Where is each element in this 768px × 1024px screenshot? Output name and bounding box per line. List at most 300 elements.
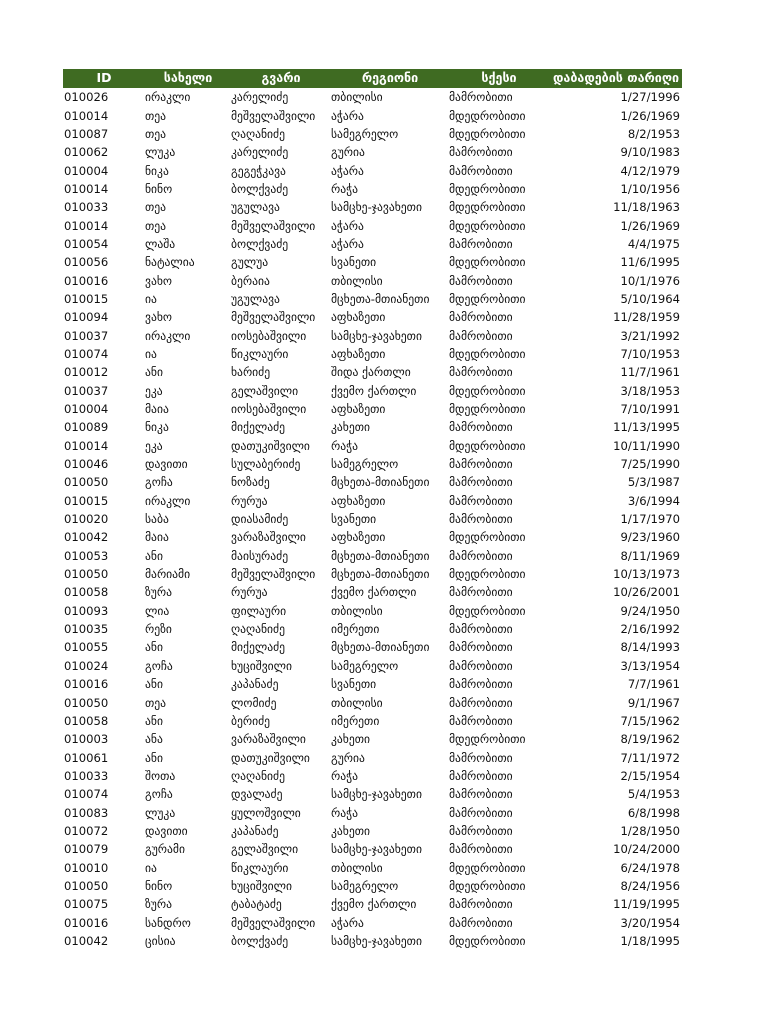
cell-birth-date[interactable]: 1/26/1969	[620, 218, 680, 233]
cell-first-name[interactable]: ანი	[145, 713, 163, 728]
cell-id[interactable]: 010033	[64, 200, 109, 215]
cell-birth-date[interactable]: 7/10/1953	[620, 346, 680, 361]
cell-first-name[interactable]: ლუკა	[145, 145, 176, 160]
cell-sex[interactable]: მდედრობითი	[449, 291, 526, 306]
cell-first-name[interactable]: ლუკა	[145, 805, 176, 820]
cell-id[interactable]: 010004	[64, 402, 109, 417]
cell-birth-date[interactable]: 11/18/1963	[613, 200, 680, 215]
cell-id[interactable]: 010014	[64, 108, 109, 123]
cell-birth-date[interactable]: 1/10/1956	[620, 181, 680, 196]
cell-sex[interactable]: მდედრობითი	[449, 732, 526, 747]
cell-first-name[interactable]: ცისია	[145, 933, 176, 948]
cell-sex[interactable]: მდედრობითი	[449, 126, 526, 141]
cell-sex[interactable]: მდედრობითი	[449, 108, 526, 123]
cell-first-name[interactable]: ნიკა	[145, 163, 169, 178]
cell-sex[interactable]: მამრობითი	[449, 695, 513, 710]
cell-last-name[interactable]: ბოლქვაძე	[231, 236, 289, 251]
cell-region[interactable]: აფხაზეთი	[331, 530, 386, 545]
cell-sex[interactable]: მამრობითი	[449, 236, 513, 251]
cell-region[interactable]: იმერეთი	[331, 622, 380, 637]
cell-last-name[interactable]: ვარაზაშვილი	[231, 732, 306, 747]
cell-last-name[interactable]: დვალაძე	[231, 787, 283, 802]
cell-region[interactable]: აფხაზეთი	[331, 310, 386, 325]
cell-id[interactable]: 010037	[64, 328, 109, 343]
cell-id[interactable]: 010079	[64, 842, 109, 857]
table-row	[63, 620, 682, 638]
cell-last-name[interactable]: დათუკიშვილი	[231, 750, 310, 765]
cell-id[interactable]: 010015	[64, 493, 109, 508]
cell-sex[interactable]: მდედრობითი	[449, 383, 526, 398]
cell-sex[interactable]: მდედრობითი	[449, 878, 526, 893]
cell-birth-date[interactable]: 3/13/1954	[620, 658, 680, 673]
cell-birth-date[interactable]: 10/13/1973	[613, 567, 680, 582]
cell-last-name[interactable]: იოსებაშვილი	[231, 328, 307, 343]
cell-id[interactable]: 010056	[64, 255, 109, 270]
cell-region[interactable]: რაჭა	[331, 805, 359, 820]
cell-id[interactable]: 010042	[64, 530, 109, 545]
cell-sex[interactable]: მამრობითი	[449, 658, 513, 673]
cell-id[interactable]: 010050	[64, 567, 109, 582]
cell-first-name[interactable]: მარიამი	[145, 567, 191, 582]
cell-region[interactable]: სამცხე-ჯავახეთი	[331, 842, 422, 857]
cell-id[interactable]: 010015	[64, 291, 109, 306]
cell-birth-date[interactable]: 7/7/1961	[627, 677, 680, 692]
cell-sex[interactable]: მამრობითი	[449, 842, 513, 857]
cell-last-name[interactable]: ბერიძე	[231, 713, 271, 728]
cell-sex[interactable]: მამრობითი	[449, 713, 513, 728]
cell-sex[interactable]: მდედრობითი	[449, 346, 526, 361]
cell-region[interactable]: სამცხე-ჯავახეთი	[331, 328, 422, 343]
cell-region[interactable]: სვანეთი	[331, 677, 377, 692]
cell-region[interactable]: თბილისი	[331, 860, 383, 875]
cell-first-name[interactable]: ირაკლი	[145, 328, 191, 343]
cell-first-name[interactable]: საბა	[145, 512, 169, 527]
cell-sex[interactable]: მამრობითი	[449, 493, 513, 508]
cell-id[interactable]: 010046	[64, 457, 109, 472]
cell-first-name[interactable]: ვახო	[145, 310, 173, 325]
cell-last-name[interactable]: ფილაური	[231, 603, 287, 618]
cell-id[interactable]: 010050	[64, 878, 109, 893]
cell-first-name[interactable]: ლია	[145, 603, 170, 618]
table-row	[63, 125, 682, 143]
cell-birth-date[interactable]: 3/20/1954	[620, 915, 680, 930]
cell-last-name[interactable]: მეშველაშვილი	[231, 915, 316, 930]
cell-region[interactable]: აფხაზეთი	[331, 346, 386, 361]
cell-id[interactable]: 010061	[64, 750, 109, 765]
table-row	[63, 583, 682, 601]
cell-last-name[interactable]: ხუციშვილი	[231, 878, 293, 893]
cell-birth-date[interactable]: 9/10/1983	[620, 145, 680, 160]
cell-birth-date[interactable]: 8/19/1962	[620, 732, 680, 747]
cell-last-name[interactable]: ვარაზაშვილი	[231, 530, 306, 545]
cell-id[interactable]: 010055	[64, 640, 109, 655]
cell-id[interactable]: 010014	[64, 438, 109, 453]
cell-birth-date[interactable]: 1/27/1996	[620, 90, 680, 105]
cell-id[interactable]: 010053	[64, 548, 109, 563]
cell-last-name[interactable]: კაპანაძე	[231, 677, 279, 692]
cell-last-name[interactable]: უგულავა	[231, 291, 280, 306]
cell-region[interactable]: რაჭა	[331, 768, 359, 783]
table-row	[63, 382, 682, 400]
cell-region[interactable]: მცხეთა-მთიანეთი	[331, 548, 430, 563]
cell-id[interactable]: 010016	[64, 273, 109, 288]
cell-first-name[interactable]: ვახო	[145, 273, 173, 288]
cell-last-name[interactable]: მეშველაშვილი	[231, 218, 316, 233]
header-id[interactable]: ID	[63, 69, 145, 88]
cell-sex[interactable]: მდედრობითი	[449, 200, 526, 215]
cell-last-name[interactable]: გეგეჭკავა	[231, 163, 286, 178]
cell-id[interactable]: 010035	[64, 622, 109, 637]
cell-last-name[interactable]: ღაღანიძე	[231, 768, 286, 783]
cell-id[interactable]: 010072	[64, 823, 109, 838]
cell-first-name[interactable]: ირაკლი	[145, 493, 191, 508]
cell-birth-date[interactable]: 11/6/1995	[620, 255, 680, 270]
cell-id[interactable]: 010010	[64, 860, 109, 875]
cell-last-name[interactable]: წიკლაური	[231, 860, 289, 875]
cell-region[interactable]: გურია	[331, 145, 365, 160]
cell-region[interactable]: იმერეთი	[331, 713, 380, 728]
cell-birth-date[interactable]: 11/19/1995	[613, 897, 680, 912]
cell-birth-date[interactable]: 8/24/1956	[620, 878, 680, 893]
cell-birth-date[interactable]: 9/23/1960	[620, 530, 680, 545]
cell-first-name[interactable]: ლაშა	[145, 236, 176, 251]
cell-sex[interactable]: მამრობითი	[449, 548, 513, 563]
cell-first-name[interactable]: ნინო	[145, 878, 173, 893]
cell-region[interactable]: თბილისი	[331, 603, 383, 618]
cell-id[interactable]: 010020	[64, 512, 109, 527]
cell-birth-date[interactable]: 11/28/1959	[613, 310, 680, 325]
cell-last-name[interactable]: კაპანაძე	[231, 823, 279, 838]
cell-region[interactable]: სვანეთი	[331, 512, 377, 527]
cell-first-name[interactable]: ეკა	[145, 438, 163, 453]
cell-region[interactable]: თბილისი	[331, 90, 383, 105]
cell-first-name[interactable]: ანი	[145, 677, 163, 692]
cell-last-name[interactable]: კარელიძე	[231, 145, 289, 160]
cell-sex[interactable]: მამრობითი	[449, 915, 513, 930]
cell-region[interactable]: ქვემო ქართლი	[331, 383, 417, 398]
cell-first-name[interactable]: ია	[145, 346, 157, 361]
cell-sex[interactable]: მამრობითი	[449, 585, 513, 600]
cell-last-name[interactable]: მეშველაშვილი	[231, 108, 316, 123]
cell-birth-date[interactable]: 6/8/1998	[627, 805, 680, 820]
cell-region[interactable]: მცხეთა-მთიანეთი	[331, 567, 430, 582]
cell-first-name[interactable]: ანი	[145, 750, 163, 765]
cell-birth-date[interactable]: 5/3/1987	[627, 475, 680, 490]
cell-birth-date[interactable]: 1/28/1950	[620, 823, 680, 838]
cell-first-name[interactable]: ანი	[145, 365, 163, 380]
spreadsheet	[63, 69, 682, 950]
cell-region[interactable]: ქვემო ქართლი	[331, 585, 417, 600]
cell-id[interactable]: 010024	[64, 658, 109, 673]
cell-last-name[interactable]: ხარიძე	[231, 365, 271, 380]
cell-id[interactable]: 010058	[64, 713, 109, 728]
cell-birth-date[interactable]: 1/17/1970	[620, 512, 680, 527]
cell-region[interactable]: რაჭა	[331, 438, 359, 453]
cell-first-name[interactable]: ანი	[145, 548, 163, 563]
cell-sex[interactable]: მდედრობითი	[449, 255, 526, 270]
cell-sex[interactable]: მამრობითი	[449, 273, 513, 288]
cell-birth-date[interactable]: 10/1/1976	[620, 273, 680, 288]
cell-sex[interactable]: მამრობითი	[449, 768, 513, 783]
cell-region[interactable]: აჭარა	[331, 163, 364, 178]
cell-first-name[interactable]: სანდრო	[145, 915, 191, 930]
cell-sex[interactable]: მამრობითი	[449, 622, 513, 637]
header-region[interactable]: რეგიონი	[331, 69, 449, 88]
cell-id[interactable]: 010074	[64, 346, 109, 361]
cell-sex[interactable]: მდედრობითი	[449, 402, 526, 417]
cell-region[interactable]: ქვემო ქართლი	[331, 897, 417, 912]
cell-id[interactable]: 010062	[64, 145, 109, 160]
cell-first-name[interactable]: გოჩა	[145, 658, 173, 673]
cell-sex[interactable]: მამრობითი	[449, 310, 513, 325]
cell-birth-date[interactable]: 8/14/1993	[620, 640, 680, 655]
cell-sex[interactable]: მამრობითი	[449, 897, 513, 912]
table-row	[63, 308, 682, 326]
table-row	[63, 437, 682, 455]
cell-region[interactable]: აფხაზეთი	[331, 402, 386, 417]
cell-id[interactable]: 010093	[64, 603, 109, 618]
cell-first-name[interactable]: მაია	[145, 402, 169, 417]
cell-first-name[interactable]: გოჩა	[145, 475, 173, 490]
cell-region[interactable]: თბილისი	[331, 273, 383, 288]
cell-last-name[interactable]: რურუა	[231, 493, 268, 508]
cell-last-name[interactable]: ბოლქვაძე	[231, 181, 289, 196]
cell-first-name[interactable]: შოთა	[145, 768, 176, 783]
cell-sex[interactable]: მდედრობითი	[449, 933, 526, 948]
header-first-name[interactable]: სახელი	[145, 69, 231, 88]
cell-first-name[interactable]: ზურა	[145, 897, 172, 912]
cell-last-name[interactable]: ნოზაძე	[231, 475, 270, 490]
cell-birth-date[interactable]: 4/4/1975	[627, 236, 680, 251]
header-sex[interactable]: სქესი	[449, 69, 549, 88]
cell-sex[interactable]: მამრობითი	[449, 328, 513, 343]
header-last-name[interactable]: გვარი	[231, 69, 331, 88]
cell-last-name[interactable]: სულაბერიძე	[231, 457, 301, 472]
cell-id[interactable]: 010012	[64, 365, 109, 380]
cell-birth-date[interactable]: 2/15/1954	[620, 768, 680, 783]
cell-region[interactable]: აჭარა	[331, 218, 364, 233]
cell-id[interactable]: 010083	[64, 805, 109, 820]
cell-sex[interactable]: მამრობითი	[449, 805, 513, 820]
cell-region[interactable]: აჭარა	[331, 236, 364, 251]
cell-sex[interactable]: მამრობითი	[449, 420, 513, 435]
cell-first-name[interactable]: გურამი	[145, 842, 185, 857]
cell-region[interactable]: აფხაზეთი	[331, 493, 386, 508]
cell-region[interactable]: სამეგრელო	[331, 878, 399, 893]
cell-region[interactable]: სამეგრელო	[331, 126, 399, 141]
cell-birth-date[interactable]: 3/18/1953	[620, 383, 680, 398]
cell-first-name[interactable]: თეა	[145, 218, 167, 233]
cell-sex[interactable]: მამრობითი	[449, 750, 513, 765]
cell-id[interactable]: 010054	[64, 236, 109, 251]
cell-last-name[interactable]: ხუციშვილი	[231, 658, 293, 673]
cell-last-name[interactable]: ლომიძე	[231, 695, 277, 710]
cell-first-name[interactable]: ეკა	[145, 383, 163, 398]
cell-id[interactable]: 010050	[64, 695, 109, 710]
cell-last-name[interactable]: ბერაია	[231, 273, 270, 288]
cell-id[interactable]: 010074	[64, 787, 109, 802]
cell-last-name[interactable]: მიქელაძე	[231, 420, 286, 435]
cell-region[interactable]: კახეთი	[331, 823, 371, 838]
cell-birth-date[interactable]: 9/24/1950	[620, 603, 680, 618]
table-row	[63, 730, 682, 748]
cell-first-name[interactable]: რეზი	[145, 622, 172, 637]
table-row	[63, 253, 682, 271]
cell-region[interactable]: მცხეთა-მთიანეთი	[331, 640, 430, 655]
cell-birth-date[interactable]: 8/11/1969	[620, 548, 680, 563]
cell-birth-date[interactable]: 1/18/1995	[620, 933, 680, 948]
cell-first-name[interactable]: დავითი	[145, 823, 188, 838]
table-row	[63, 657, 682, 675]
cell-birth-date[interactable]: 7/10/1991	[620, 402, 680, 417]
cell-birth-date[interactable]: 3/21/1992	[620, 328, 680, 343]
cell-id[interactable]: 010050	[64, 475, 109, 490]
cell-region[interactable]: რაჭა	[331, 181, 359, 196]
cell-id[interactable]: 010042	[64, 933, 109, 948]
cell-region[interactable]: მცხეთა-მთიანეთი	[331, 291, 430, 306]
cell-id[interactable]: 010075	[64, 897, 109, 912]
cell-sex[interactable]: მამრობითი	[449, 365, 513, 380]
header-birth-date[interactable]: დაბადების თარიღი	[549, 69, 682, 88]
cell-id[interactable]: 010003	[64, 732, 109, 747]
cell-sex[interactable]: მამრობითი	[449, 677, 513, 692]
cell-last-name[interactable]: გელაშვილი	[231, 383, 299, 398]
cell-birth-date[interactable]: 10/26/2001	[613, 585, 680, 600]
cell-first-name[interactable]: ია	[145, 860, 157, 875]
cell-birth-date[interactable]: 1/26/1969	[620, 108, 680, 123]
cell-last-name[interactable]: ღაღანიძე	[231, 622, 286, 637]
cell-last-name[interactable]: ბოლქვაძე	[231, 933, 289, 948]
cell-birth-date[interactable]: 4/12/1979	[620, 163, 680, 178]
cell-last-name[interactable]: რურუა	[231, 585, 268, 600]
table-row	[63, 767, 682, 785]
cell-region[interactable]: სამცხე-ჯავახეთი	[331, 933, 422, 948]
cell-first-name[interactable]: თეა	[145, 108, 167, 123]
cell-id[interactable]: 010037	[64, 383, 109, 398]
cell-last-name[interactable]: უგულავა	[231, 200, 280, 215]
cell-birth-date[interactable]: 7/15/1962	[620, 713, 680, 728]
cell-region[interactable]: სამცხე-ჯავახეთი	[331, 200, 422, 215]
cell-last-name[interactable]: კარელიძე	[231, 90, 289, 105]
cell-last-name[interactable]: გელაშვილი	[231, 842, 299, 857]
cell-first-name[interactable]: მაია	[145, 530, 169, 545]
cell-sex[interactable]: მდედრობითი	[449, 530, 526, 545]
cell-first-name[interactable]: ია	[145, 291, 157, 306]
cell-id[interactable]: 010016	[64, 915, 109, 930]
cell-first-name[interactable]: ნინო	[145, 181, 173, 196]
cell-sex[interactable]: მდედრობითი	[449, 438, 526, 453]
cell-last-name[interactable]: დიასამიძე	[231, 512, 289, 527]
cell-first-name[interactable]: დავითი	[145, 457, 188, 472]
cell-birth-date[interactable]: 10/11/1990	[613, 438, 680, 453]
cell-last-name[interactable]: იოსებაშვილი	[231, 402, 307, 417]
cell-birth-date[interactable]: 8/2/1953	[627, 126, 680, 141]
cell-sex[interactable]: მდედრობითი	[449, 218, 526, 233]
cell-id[interactable]: 010089	[64, 420, 109, 435]
cell-birth-date[interactable]: 9/1/1967	[627, 695, 680, 710]
cell-last-name[interactable]: ტაბატაძე	[231, 897, 282, 912]
cell-id[interactable]: 010033	[64, 768, 109, 783]
cell-first-name[interactable]: ზურა	[145, 585, 172, 600]
cell-birth-date[interactable]: 5/4/1953	[627, 787, 680, 802]
cell-region[interactable]: გურია	[331, 750, 365, 765]
cell-first-name[interactable]: თეა	[145, 200, 167, 215]
cell-sex[interactable]: მდედრობითი	[449, 567, 526, 582]
cell-id[interactable]: 010004	[64, 163, 109, 178]
cell-first-name[interactable]: თეა	[145, 695, 167, 710]
cell-first-name[interactable]: გოჩა	[145, 787, 173, 802]
cell-sex[interactable]: მდედრობითი	[449, 860, 526, 875]
cell-sex[interactable]: მამრობითი	[449, 787, 513, 802]
cell-sex[interactable]: მამრობითი	[449, 90, 513, 105]
cell-last-name[interactable]: ყულოშვილი	[231, 805, 301, 820]
cell-birth-date[interactable]: 7/25/1990	[620, 457, 680, 472]
cell-birth-date[interactable]: 11/13/1995	[613, 420, 680, 435]
cell-first-name[interactable]: ირაკლი	[145, 90, 191, 105]
cell-region[interactable]: კახეთი	[331, 732, 371, 747]
cell-sex[interactable]: მამრობითი	[449, 457, 513, 472]
cell-sex[interactable]: მამრობითი	[449, 163, 513, 178]
cell-birth-date[interactable]: 6/24/1978	[620, 860, 680, 875]
cell-first-name[interactable]: ნატალია	[145, 255, 195, 270]
cell-first-name[interactable]: ანი	[145, 640, 163, 655]
cell-last-name[interactable]: ღაღანიძე	[231, 126, 286, 141]
cell-birth-date[interactable]: 7/11/1972	[620, 750, 680, 765]
cell-region[interactable]: სამცხე-ჯავახეთი	[331, 787, 422, 802]
cell-last-name[interactable]: მეშველაშვილი	[231, 310, 316, 325]
cell-id[interactable]: 010016	[64, 677, 109, 692]
cell-last-name[interactable]: მეშველაშვილი	[231, 567, 316, 582]
cell-last-name[interactable]: გულუა	[231, 255, 269, 270]
cell-birth-date[interactable]: 3/6/1994	[627, 493, 680, 508]
cell-birth-date[interactable]: 10/24/2000	[613, 842, 680, 857]
cell-birth-date[interactable]: 11/7/1961	[620, 365, 680, 380]
cell-region[interactable]: სამეგრელო	[331, 658, 399, 673]
cell-last-name[interactable]: მაისურაძე	[231, 548, 289, 563]
cell-region[interactable]: სვანეთი	[331, 255, 377, 270]
cell-sex[interactable]: მდედრობითი	[449, 603, 526, 618]
cell-sex[interactable]: მამრობითი	[449, 512, 513, 527]
cell-sex[interactable]: მამრობითი	[449, 640, 513, 655]
cell-sex[interactable]: მამრობითი	[449, 145, 513, 160]
cell-birth-date[interactable]: 5/10/1964	[620, 291, 680, 306]
cell-region[interactable]: სამეგრელო	[331, 457, 399, 472]
cell-first-name[interactable]: ანა	[145, 732, 163, 747]
cell-region[interactable]: კახეთი	[331, 420, 371, 435]
cell-id[interactable]: 010058	[64, 585, 109, 600]
cell-id[interactable]: 010014	[64, 218, 109, 233]
cell-id[interactable]: 010094	[64, 310, 109, 325]
cell-first-name[interactable]: თეა	[145, 126, 167, 141]
cell-last-name[interactable]: დათუკიშვილი	[231, 438, 310, 453]
table-row	[63, 565, 682, 583]
cell-region[interactable]: შიდა ქართლი	[331, 365, 411, 380]
cell-sex[interactable]: მამრობითი	[449, 475, 513, 490]
cell-sex[interactable]: მდედრობითი	[449, 181, 526, 196]
cell-region[interactable]: თბილისი	[331, 695, 383, 710]
cell-region[interactable]: აჭარა	[331, 915, 364, 930]
cell-last-name[interactable]: წიკლაური	[231, 346, 289, 361]
cell-id[interactable]: 010026	[64, 90, 109, 105]
cell-region[interactable]: მცხეთა-მთიანეთი	[331, 475, 430, 490]
cell-id[interactable]: 010087	[64, 126, 109, 141]
cell-region[interactable]: აჭარა	[331, 108, 364, 123]
cell-sex[interactable]: მამრობითი	[449, 823, 513, 838]
cell-first-name[interactable]: ნიკა	[145, 420, 169, 435]
cell-birth-date[interactable]: 2/16/1992	[620, 622, 680, 637]
cell-id[interactable]: 010014	[64, 181, 109, 196]
cell-last-name[interactable]: მიქელაძე	[231, 640, 286, 655]
